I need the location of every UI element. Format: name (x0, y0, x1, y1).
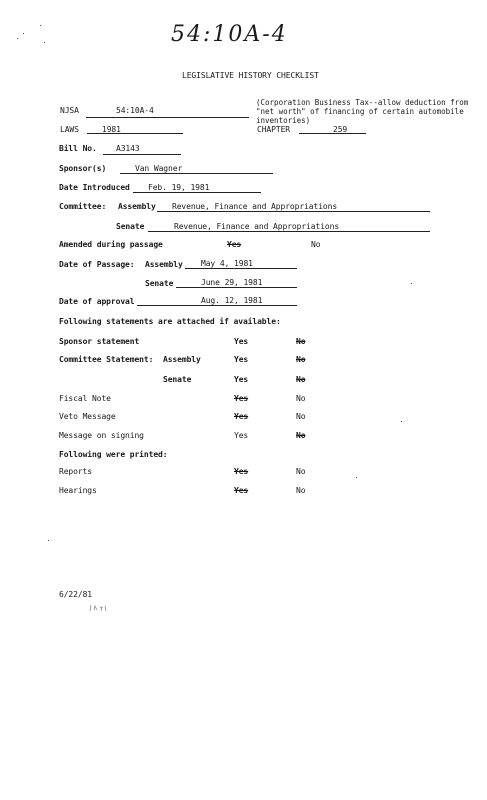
veto-message-no: No (296, 412, 306, 421)
committee-statement-senate-label: Senate (163, 375, 192, 384)
initials-scribble (88, 602, 110, 614)
passage-senate-value: June 29, 1981 (201, 278, 263, 287)
sponsor-statement-yes: Yes (234, 337, 249, 346)
handwritten-code: 54:10A-4 (171, 22, 288, 47)
njsa-value: 54:10A-4 (116, 106, 154, 115)
scan-speck (23, 33, 24, 34)
description-line-3: inventories) (256, 116, 311, 125)
amended-no: No (311, 240, 321, 249)
description-line-1: (Corporation Business Tax--allow deduction from (256, 98, 469, 107)
committee-assembly-label: Assembly (118, 202, 156, 211)
hearings-yes: Yes (234, 486, 249, 495)
signing-message-label: Message on signing (59, 431, 144, 440)
veto-message-label: Veto Message (59, 412, 116, 421)
reports-label: Reports (59, 467, 93, 476)
bill-no-label: Bill No. (59, 144, 97, 153)
committee-statement-label: Committee Statement: (59, 355, 154, 364)
signing-message-yes: Yes (234, 431, 249, 440)
scan-speck (40, 25, 41, 26)
committee-statement-senate-yes: Yes (234, 375, 249, 384)
amended-yes: Yes (227, 240, 242, 249)
fiscal-note-no: No (296, 394, 306, 403)
scan-speck (17, 38, 18, 39)
hearings-label: Hearings (59, 486, 97, 495)
approval-value: Aug. 12, 1981 (201, 296, 263, 305)
njsa-label: NJSA (60, 106, 79, 115)
scan-speck (44, 42, 45, 43)
description-line-2: "net worth" of financing of certain automobile (256, 107, 464, 116)
passage-senate-label: Senate (145, 279, 174, 288)
scan-speck (356, 477, 357, 478)
passage-label: Date of Passage: (59, 260, 135, 269)
approval-label: Date of approval (59, 297, 135, 306)
reports-yes: Yes (234, 467, 249, 476)
hearings-no: No (296, 486, 306, 495)
passage-assembly-label: Assembly (145, 260, 183, 269)
bill-no-value: A3143 (116, 144, 140, 153)
date-introduced-label: Date Introduced (59, 183, 130, 192)
footer-date: 6/22/81 (59, 590, 93, 599)
committee-assembly-value: Revenue, Finance and Appropriations (172, 202, 338, 211)
scan-speck (401, 421, 402, 422)
committee-statement-senate-no: No (296, 375, 306, 384)
chapter-label: CHAPTER (257, 125, 291, 134)
laws-label: LAWS (60, 125, 79, 134)
committee-statement-assembly-yes: Yes (234, 355, 249, 364)
laws-value: 1981 (102, 125, 121, 134)
fiscal-note-yes: Yes (234, 394, 249, 403)
reports-no: No (296, 467, 306, 476)
committee-statement-assembly-label: Assembly (163, 355, 201, 364)
njsa-underline (86, 117, 249, 118)
sponsor-value: Van Wagner (135, 164, 183, 173)
attached-heading: Following statements are attached if available: (59, 317, 281, 326)
sponsor-statement-label: Sponsor statement (59, 337, 140, 346)
sponsor-label: Sponsor(s) (59, 164, 107, 173)
committee-senate-value: Revenue, Finance and Appropriations (174, 222, 340, 231)
bill-no-underline (103, 154, 181, 155)
committee-label: Committee: (59, 202, 107, 211)
fiscal-note-label: Fiscal Note (59, 394, 111, 403)
amended-label: Amended during passage (59, 240, 163, 249)
chapter-value: 259 (333, 125, 348, 134)
committee-senate-label: Senate (116, 222, 145, 231)
page-title: LEGISLATIVE HISTORY CHECKLIST (182, 71, 319, 80)
scan-speck (48, 540, 49, 541)
veto-message-yes: Yes (234, 412, 249, 421)
committee-statement-assembly-no: No (296, 355, 306, 364)
sponsor-statement-no: No (296, 337, 306, 346)
scan-speck (411, 283, 412, 284)
printed-heading: Following were printed: (59, 450, 168, 459)
passage-assembly-value: May 4, 1981 (201, 259, 253, 268)
signing-message-no: No (296, 431, 306, 440)
date-introduced-value: Feb. 19, 1981 (148, 183, 210, 192)
